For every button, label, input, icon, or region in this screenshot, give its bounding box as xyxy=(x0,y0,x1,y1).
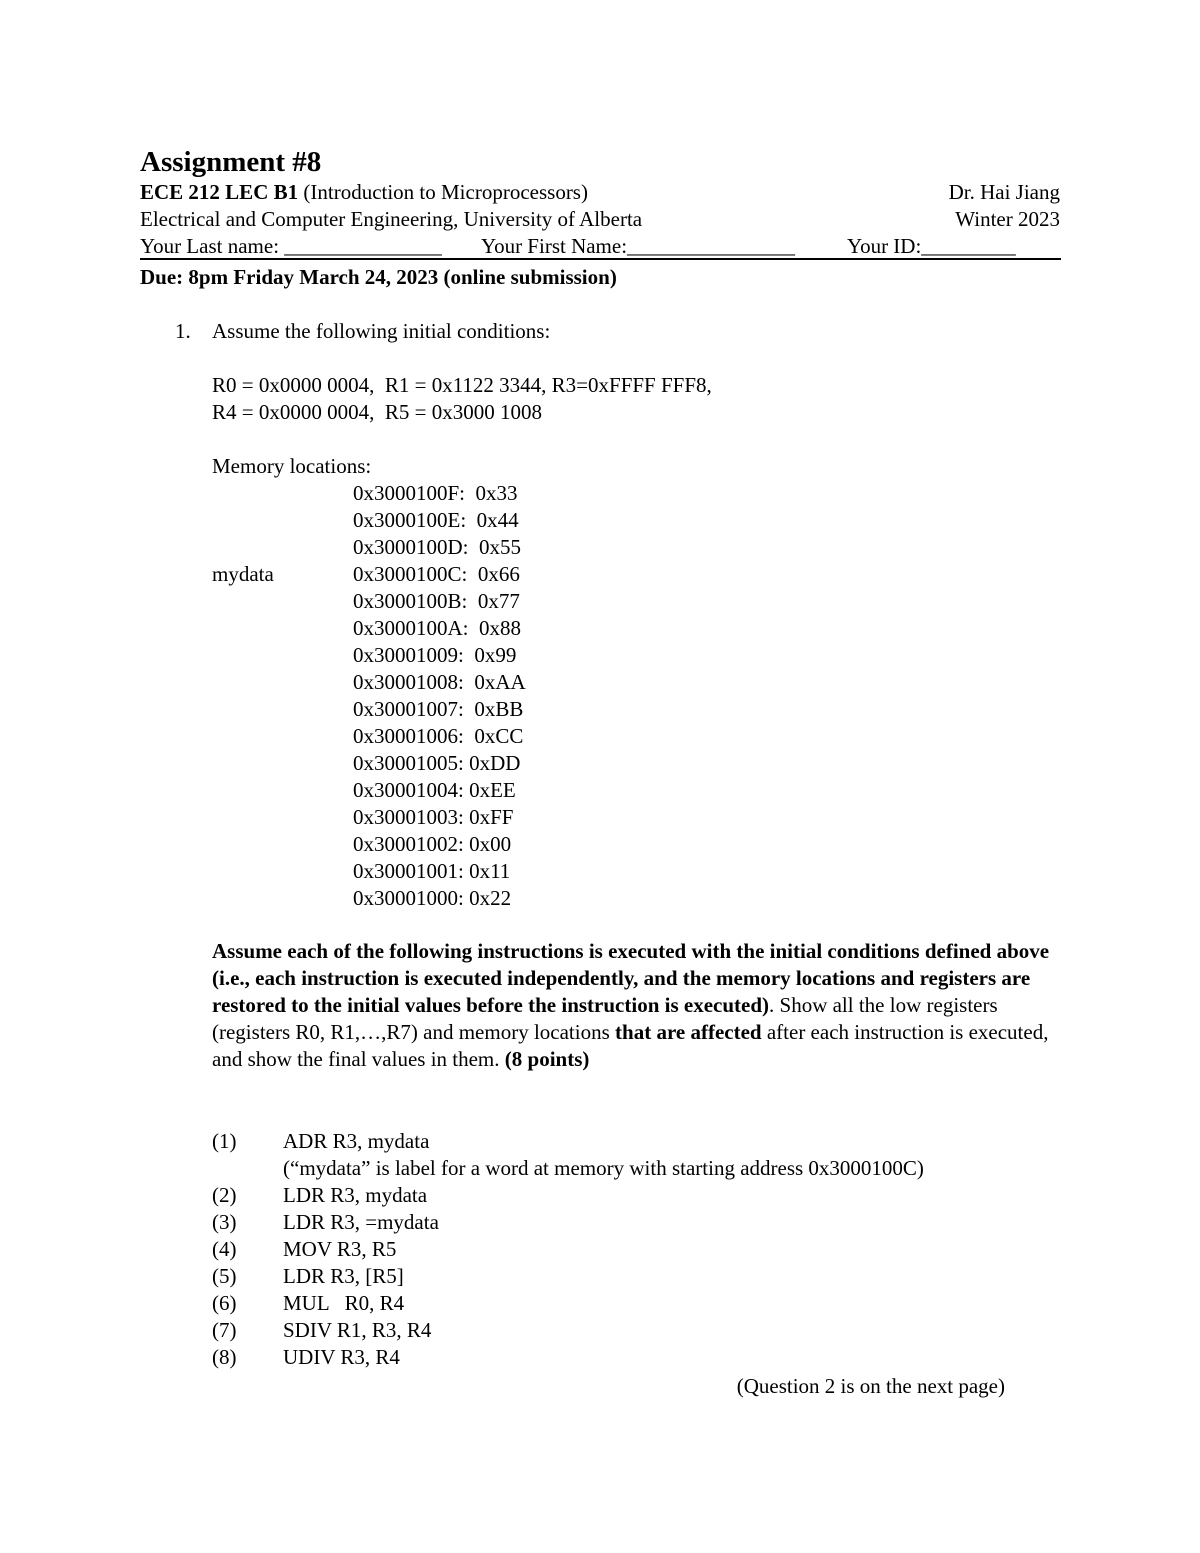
instructions-paragraph xyxy=(212,938,1062,1073)
memory-row: 0x30001002: 0x00 xyxy=(353,832,512,856)
instruction-number: (8) xyxy=(212,1345,237,1369)
id-field: Your ID:_________ xyxy=(847,234,1016,258)
memory-row: 0x3000100E: 0x44 xyxy=(353,508,519,532)
mydata-label: mydata xyxy=(212,562,274,586)
question-number: 1. xyxy=(175,319,191,343)
memory-row: 0x30001000: 0x22 xyxy=(353,886,512,910)
paragraph-bold-part: Assume each of the following instructions is executed with the initial conditions defined above (i.e., each instruction is executed independently, and the memory locations and registers are restored to the initial values before the instruction is executed) xyxy=(212,939,1050,1017)
next-page-note: (Question 2 is on the next page) xyxy=(736,1374,1005,1398)
assignment-title: Assignment #8 xyxy=(140,146,322,178)
memory-row: 0x30001006: 0xCC xyxy=(353,724,524,748)
memory-row: 0x30001008: 0xAA xyxy=(353,670,526,694)
memory-row: 0x3000100D: 0x55 xyxy=(353,535,521,559)
registers-line-1: R0 = 0x0000 0004, R1 = 0x1122 3344, R3=0xFFFF FFF8, xyxy=(212,373,712,397)
question-intro: Assume the following initial conditions: xyxy=(212,319,551,343)
memory-row: 0x3000100B: 0x77 xyxy=(353,589,520,613)
memory-row: 0x30001003: 0xFF xyxy=(353,805,514,829)
memory-label: Memory locations: xyxy=(212,454,372,478)
instruction-text: UDIV R3, R4 xyxy=(283,1345,400,1369)
instruction-number: (4) xyxy=(212,1237,237,1261)
instruction-note: (“mydata” is label for a word at memory with starting address 0x3000100C) xyxy=(283,1156,924,1180)
instruction-text: ADR R3, mydata xyxy=(283,1129,430,1153)
memory-row: 0x30001007: 0xBB xyxy=(353,697,524,721)
header-divider xyxy=(140,258,1061,260)
paragraph-affected: that are affected xyxy=(615,1020,762,1044)
memory-row: 0x30001009: 0x99 xyxy=(353,643,517,667)
instruction-number: (5) xyxy=(212,1264,237,1288)
memory-row: 0x30001001: 0x11 xyxy=(353,859,511,883)
memory-row: 0x3000100A: 0x88 xyxy=(353,616,521,640)
instruction-text: SDIV R1, R3, R4 xyxy=(283,1318,432,1342)
paragraph-normal-part: . Show all the low registers (registers R0, R1,…,R7) and memory locations xyxy=(212,993,998,1044)
course-name: (Introduction to Microprocessors) xyxy=(298,180,588,204)
instruction-text: LDR R3, mydata xyxy=(283,1183,428,1207)
instruction-text: LDR R3, =mydata xyxy=(283,1210,439,1234)
instruction-number: (7) xyxy=(212,1318,237,1342)
course-code: ECE 212 LEC B1 xyxy=(140,180,299,204)
instruction-text: LDR R3, [R5] xyxy=(283,1264,404,1288)
registers-line-2: R4 = 0x0000 0004, R5 = 0x3000 1008 xyxy=(212,400,542,424)
instruction-number: (6) xyxy=(212,1291,237,1315)
instruction-number: (3) xyxy=(212,1210,237,1234)
instructor-name: Dr. Hai Jiang xyxy=(948,180,1060,204)
paragraph-normal-part-2: after each instruction is executed, and show the final values in them. xyxy=(212,1020,1049,1071)
memory-row: 0x3000100C: 0x66 xyxy=(353,562,520,586)
memory-row: 0x3000100F: 0x33 xyxy=(353,481,518,505)
course-line xyxy=(140,182,588,203)
department: Electrical and Computer Engineering, University of Alberta xyxy=(140,207,643,231)
memory-row: 0x30001004: 0xEE xyxy=(353,778,516,802)
first-name-field: Your First Name:________________ xyxy=(481,234,796,258)
instruction-text: MOV R3, R5 xyxy=(283,1237,397,1261)
last-name-field: Your Last name: _______________ xyxy=(140,234,442,258)
due-date: Due: 8pm Friday March 24, 2023 (online submission) xyxy=(140,265,617,289)
term: Winter 2023 xyxy=(955,207,1060,231)
memory-row: 0x30001005: 0xDD xyxy=(353,751,521,775)
instruction-text: MUL R0, R4 xyxy=(283,1291,405,1315)
instruction-number: (2) xyxy=(212,1183,237,1207)
points-label: (8 points) xyxy=(504,1047,590,1071)
instruction-number: (1) xyxy=(212,1129,237,1153)
